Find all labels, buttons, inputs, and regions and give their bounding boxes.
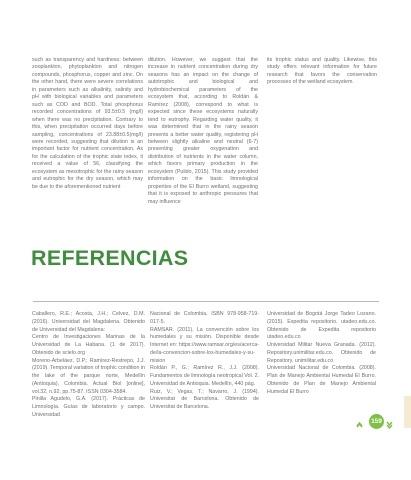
body-paragraph: its trophic status and quality. Likewise, this study offers relevant information for future research that favors the conservation processes of the wetland ecosystem. <box>267 57 377 86</box>
body-text-column-2 <box>148 57 258 206</box>
reference-entry: Universidad Nacional de Colombia. (2008). Plan de Manejo Ambiental Humedal El Burro. Obtenido de Plan de Manejo Ambiental Humedal El Burro <box>267 365 376 395</box>
body-text-column-1 <box>32 57 143 191</box>
references-heading: REFERENCIAS <box>31 246 189 270</box>
body-paragraph: such as transparency and hardness; between zooplankton, phytoplankton and nitrogen compounds, phosphorus, copper and zinc. On the other hand, there were severe correlations in parameters such as alkalinity, salinity and pH with biological variables and parameters such as COD and BOD. Total phosphorus recorded concentrations of 93.5±0.5 (mg/l) when there was no precipitation. Contrary to this, when precipitation occurred days before sampling, concentrations of 23.88±0.5(mg/l) were recorded, suggesting that dilution is an important factor for nutrient concentration. As for the calculation of the trophic state index, it received a value of 56, classifying the ecosystem as mesotrophic for the rainy season and eutrophic for the dry season, which may be due to the aforementioned nutrient <box>32 57 143 190</box>
references-column-1 <box>32 311 145 420</box>
reference-entry: Roldán P., G.; Ramírez R., J.J. (2008). Fundamentos de limnología neotropical Vol. 2. Universidad de Antioquia. Medellín, 440 pág. <box>150 365 259 387</box>
reference-entry: Universidad de Bogotá Jorge Tadeo Lozano. (2015). Expedita repositorio. utadeo.edu.co. Obtenido de Expedita repositorio utadeo.edu.co <box>267 311 376 341</box>
reference-entry: Ruiz, V.; Vegas, T.; Navarro, J. (1994). Universitat de Barcelona. Obtenido de Universitat de Barcelona. <box>150 388 259 410</box>
reference-entry: RAMSAR. (2011). La convención sobre los humedales y su misión. Disponible desde Internet en: https://www.ramsar.org/es/acerca-de/la-convencion-sobre-los-humedales-y-su-mision <box>150 326 259 364</box>
double-chevron-right-icon[interactable] <box>386 417 396 427</box>
reference-entry: Moreno-Arbeláez, D.P.; Ramírez-Restrepo, J.J. (2019). Temporal variation of trophic condition in the lake of the parque norte, Medellín (Antioquia), Colombia. Actual Biol [online], vol.32, n.92, pp.75-87. ISSN 0304-3584. <box>32 357 145 395</box>
body-text-column-3 <box>267 57 377 87</box>
reference-entry: Pinilla Agudelo, G.A. (2017). Prácticas de Limnología. Guías de laboratorio y campo. Universidad <box>32 396 145 418</box>
reference-entry: Centro de Investigaciones Marinas de la Universidad de La Habana. (1 de 2017). Obtenido de scielo.org <box>32 334 145 356</box>
references-column-2 <box>150 311 259 412</box>
page-number: 159 <box>369 414 384 429</box>
body-paragraph: dilution. However, we suggest that the increase in nutrient concentration during dry seasons has an impact on the change of autotrophic and biological and hydrobiochemical parameters of the ecosystem that, according to Roldán & Ramírez (2008), correspond to what is expected since these ecosystems naturally tend to eutrophy. Regarding water quality, it was determined that in the rainy season presents a better water quality, registering pH between slightly alkaline and neutral (6-7) presenting greater oxygenation and distribution of nutrients in the water column, which favors primary production in the ecosystem (Pulido, 2015). This study provided information on the basic limnological properties of the El Burro wetland, suggesting that it is exposed to anthropic pressures that may influence <box>148 57 258 205</box>
reference-entry: Nacional de Colombia, ISBN 978-958-719-017-5. <box>150 311 259 325</box>
page-edge-tab <box>404 396 411 428</box>
double-chevron-left-icon[interactable] <box>356 417 366 427</box>
references-column-3 <box>267 311 376 396</box>
reference-entry: Caballero, R.E.; Acosta, J.H.; Celvez, D.M. (2016). Universidad del Magdalena. Obtenido de Universidad del Magdalena: <box>32 311 145 333</box>
reference-entry: Universidad Militar Nueva Granada. (2012). Repository.unimilitar.edu.co. Obtenido de Repository. unimilitar.edu.co <box>267 342 376 364</box>
section-divider <box>33 301 379 302</box>
page-footer <box>356 414 400 430</box>
